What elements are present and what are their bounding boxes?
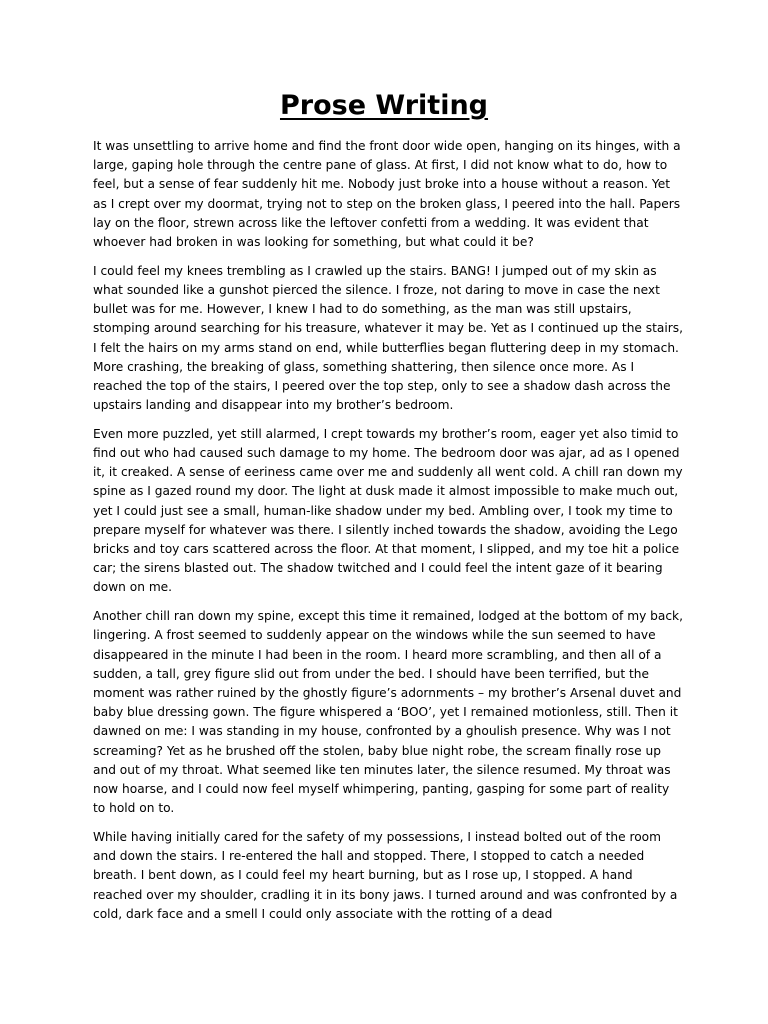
paragraph-4: Another chill ran down my spine, except this time it remained, lodged at the bottom of my back, lingering. A frost seemed to suddenly appear on the windows while the sun seemed to have disappeared in the minute I had been in the room. I heard more scrambling, and then all of a sudden, a tall, grey figure slid out from under the bed. I should have been terrified, but the moment was rather ruined by the ghostly figure’s adornments – my brother’s Arsenal duvet and baby blue dressing gown. The figure whispered a ‘BOO’, yet I remained motionless, still. Then it dawned on me: I was standing in my house, confronted by a ghoulish presence. Why was I not screaming? Yet as he brushed off the stolen, baby blue night robe, the scream finally rose up and out of my throat. What seemed like ten minutes later, the silence resumed. My throat was now hoarse, and I could now feel myself whimpering, panting, gasping for some part of reality to hold on to. — [93, 609, 683, 816]
page-title: Prose Writing — [279, 90, 489, 121]
paragraph-1: It was unsettling to arrive home and find the front door wide open, hanging on its hinges, with a large, gaping hole through the centre pane of glass. At first, I did not know what to do, how to feel, but a sense of fear suddenly hit me. Nobody just broke into a house without a reason. Yet as I crept over my doormat, trying not to step on the broken glass, I peered into the hall. Papers lay on the floor, strewn across like the leftover confetti from a wedding. It was evident that whoever had broken in was looking for something, but what could it be? — [93, 139, 681, 250]
document-body — [93, 137, 683, 933]
paragraph-2: I could feel my knees trembling as I crawled up the stairs. BANG! I jumped out of my skin as what sounded like a gunshot pierced the silence. I froze, not daring to move in case the next bullet was for me. However, I knew I had to do something, as the man was still upstairs, stomping around searching for his treasure, whatever it may be. Yet as I continued up the stairs, I felt the hairs on my arms stand on end, while butterflies began fluttering deep in my stomach. More crashing, the breaking of glass, something shattering, then silence once more. As I reached the top of the stairs, I peered over the top step, only to see a shadow dash across the upstairs landing and disappear into my brother’s bedroom. — [93, 263, 684, 413]
paragraph-3: Even more puzzled, yet still alarmed, I crept towards my brother’s room, eager yet also timid to find out who had caused such damage to my home. The bedroom door was ajar, ad as I opened it, it creaked. A sense of eeriness came over me and suddenly all went cold. A chill ran down my spine as I gazed round my door. The light at dusk made it almost impossible to make much out, yet I could just see a small, human-like shadow under my bed. Ambling over, I took my time to prepare myself for whatever was there. I silently inched towards the shadow, avoiding the Lego bricks and toy cars scattered across the floor. At that moment, I slipped, and my toe hit a police car; the sirens blasted out. The shadow twitched and I could feel the intent gaze of it bearing down on me. — [93, 426, 683, 595]
paragraph-5: While having initially cared for the safety of my possessions, I instead bolted out of the room and down the stairs. I re-entered the hall and stopped. There, I stopped to catch a needed breath. I bent down, as I could feel my heart burning, but as I rose up, I stopped. A hand reached over my shoulder, cradling it in its bony jaws. I turned around and was confronted by a cold, dark face and a smell I could only associate with the rotting of a dead — [93, 829, 678, 921]
